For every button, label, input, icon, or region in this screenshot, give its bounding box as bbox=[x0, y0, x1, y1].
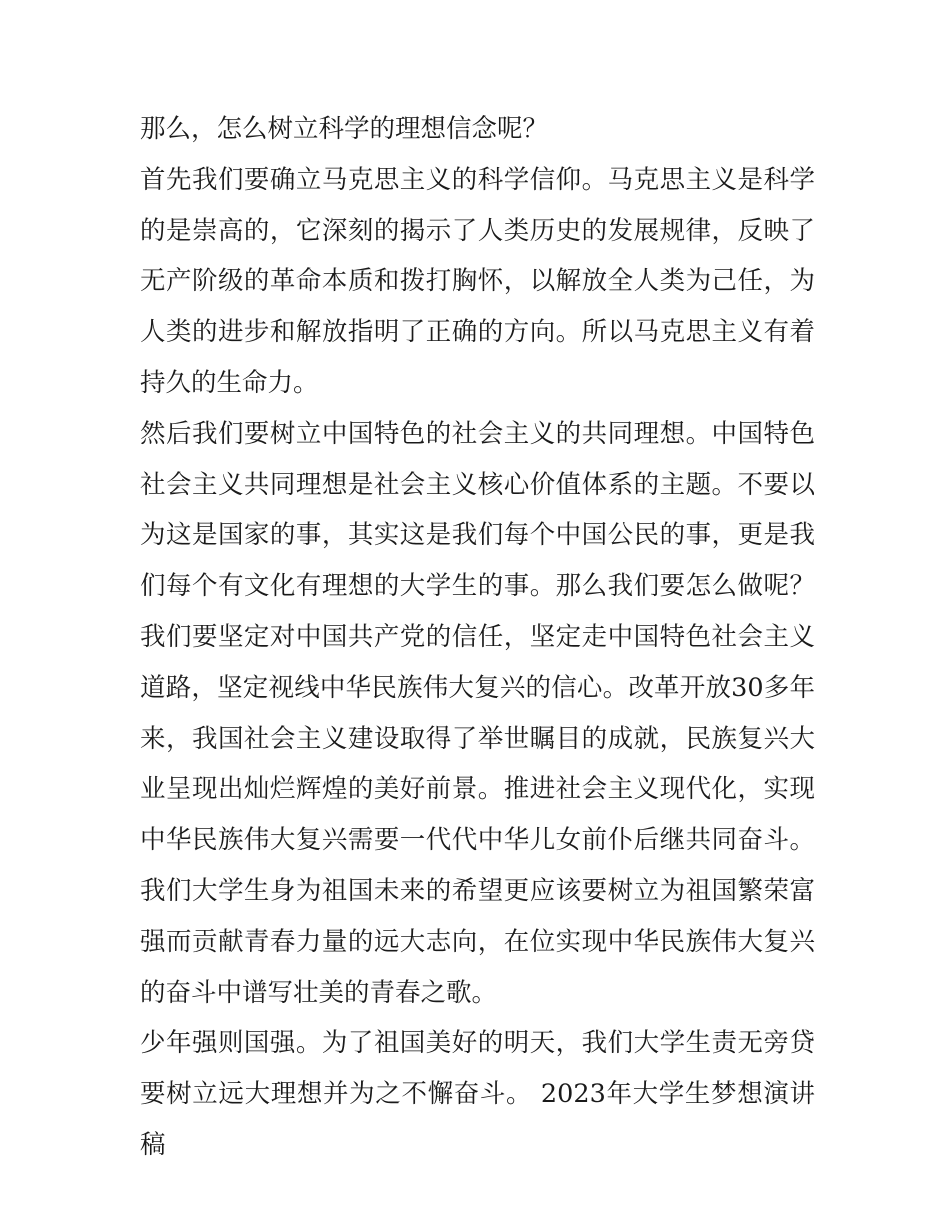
paragraph-socialism: 然后我们要树立中国特色的社会主义的共同理想。中国特色社会主义共同理想是社会主义核心价值体系的主题。不要以为这是国家的事，其实这是我们每个中国公民的事，更是我们每个有文化有理想的大学生的事。那么我们要怎么做呢？我们要坚定对中国共产党的信任，坚定走中国特色社会主义道路，坚定视线中华民族伟大复兴的信心。改革开放30多年来，我国社会主义建设取得了举世瞩目的成就，民族复兴大业呈现出灿烂辉煌的美好前景。推进社会主义现代化，实现中华民族伟大复兴需要一代代中华儿女前仆后继共同奋斗。我们大学生身为祖国未来的希望更应该要树立为祖国繁荣富强而贡献青春力量的远大志向，在位实现中华民族伟大复兴的奋斗中谱写壮美的青春之歌。 bbox=[140, 418, 815, 1008]
paragraph-marxism: 首先我们要确立马克思主义的科学信仰。马克思主义是科学的是崇高的，它深刻的揭示了人类历史的发展规律，反映了无产阶级的革命本质和拨打胸怀，以解放全人类为己任，为人类的进步和解放指明了正确的方向。所以马克思主义有着持久的生命力。 bbox=[140, 164, 815, 398]
paragraph-question: 那么，怎么树立科学的理想信念呢？ bbox=[140, 114, 549, 144]
paragraph-conclusion: 少年强则国强。为了祖国美好的明天，我们大学生责无旁贷要树立远大理想并为之不懈奋斗。 2023年大学生梦想演讲稿 bbox=[140, 1028, 815, 1160]
document-body bbox=[140, 104, 815, 1171]
